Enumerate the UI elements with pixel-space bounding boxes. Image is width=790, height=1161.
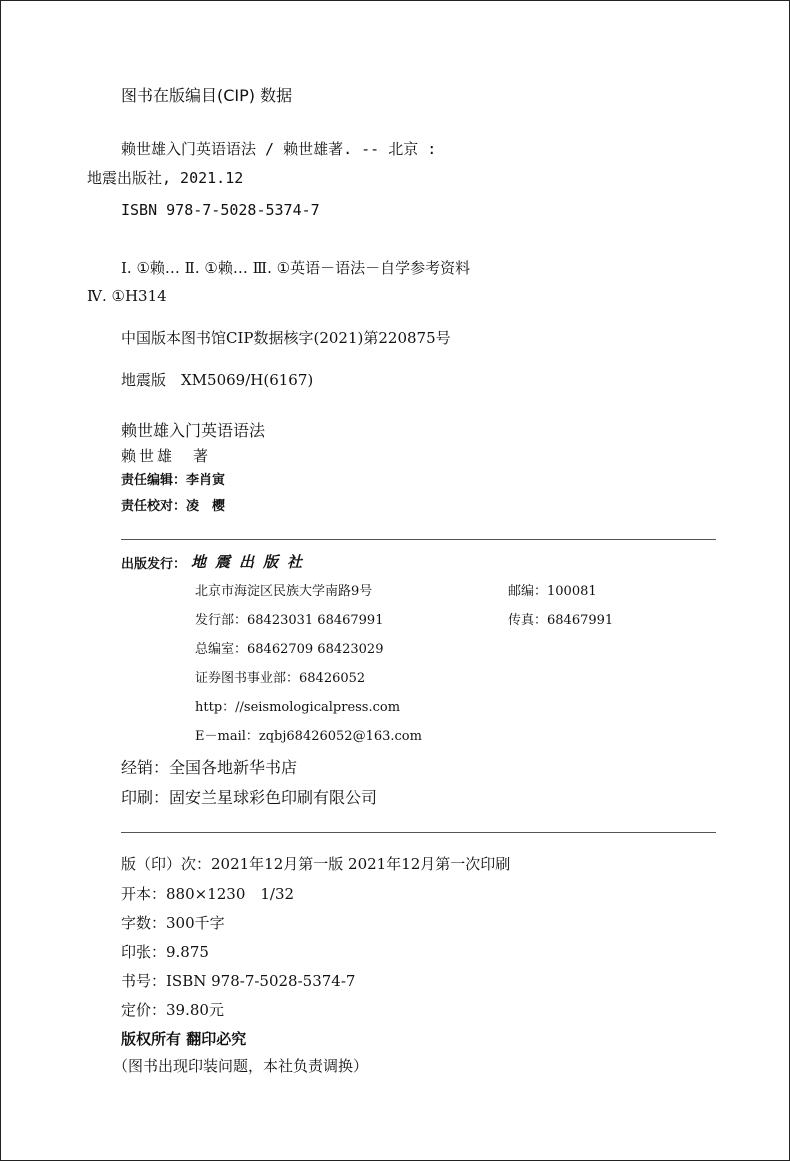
cip-publisher-line: 地震出版社, 2021.12: [87, 169, 244, 187]
cip-core-line: 中国版本图书馆CIP数据核字(2021)第220875号: [121, 329, 451, 347]
cip-isbn-line: ISBN 978-7-5028-5374-7: [121, 201, 320, 219]
proofreader-name: 凌 樱: [186, 499, 226, 514]
proofreader-label: 责任校对：: [121, 499, 187, 514]
copyright-notice: 版权所有 翻印必究: [121, 1030, 247, 1048]
cip-edition-code: 地震版 XM5069/H(6167): [121, 371, 314, 389]
distributor-line: 经销：全国各地新华书店: [121, 758, 298, 777]
spec-edition: 版（印）次：2021年12月第一版 2021年12月第一次印刷: [121, 855, 511, 873]
cip-class-line-2: Ⅳ. ①H314: [87, 287, 167, 305]
publisher-label: 出版发行：: [121, 557, 187, 572]
securities-dept: 证券图书事业部：68426052: [195, 671, 366, 686]
spec-book-number: 书号：ISBN 978-7-5028-5374-7: [121, 972, 356, 990]
editor-line: [121, 474, 225, 487]
editor-label: 责任编辑：: [121, 473, 187, 488]
publisher-address: 北京市海淀区民族大学南路9号: [195, 584, 373, 599]
cip-title-line: 赖世雄入门英语语法 / 赖世雄著. -- 北京 :: [121, 140, 437, 158]
publisher-logo: 地震出版社: [191, 553, 312, 571]
proofreader-line: [121, 500, 225, 513]
spec-price: 定价：39.80元: [121, 1001, 224, 1019]
divider-top: [121, 539, 716, 540]
publisher-website: http：//seismologicalpress.com: [195, 700, 401, 715]
publisher-email: E－mail：zqbj68426052@163.com: [195, 729, 422, 744]
printer-line: 印刷：固安兰星球彩色印刷有限公司: [121, 788, 378, 807]
book-title: 赖世雄入门英语语法: [121, 421, 266, 440]
spec-word-count: 字数：300千字: [121, 914, 225, 932]
book-author: 赖世雄 著: [121, 447, 212, 465]
publisher-postcode: 邮编：100081: [508, 584, 597, 599]
divider-bottom: [121, 832, 716, 833]
editorial-office: 总编室：68462709 68423029: [195, 642, 384, 657]
editor-name: 李肖寅: [186, 473, 226, 488]
spec-sheets: 印张：9.875: [121, 943, 209, 961]
distribution-dept: 发行部：68423031 68467991: [195, 613, 384, 628]
publisher-fax: 传真：68467991: [508, 613, 614, 628]
print-issue-notice: （图书出现印装问题，本社负责调换）: [113, 1057, 369, 1075]
cip-heading: 图书在版编目(CIP) 数据: [121, 86, 293, 105]
spec-format: 开本：880×1230 1/32: [121, 885, 295, 903]
cip-class-line-1: Ⅰ. ①赖… Ⅱ. ①赖… Ⅲ. ①英语－语法－自学参考资料: [121, 259, 471, 277]
